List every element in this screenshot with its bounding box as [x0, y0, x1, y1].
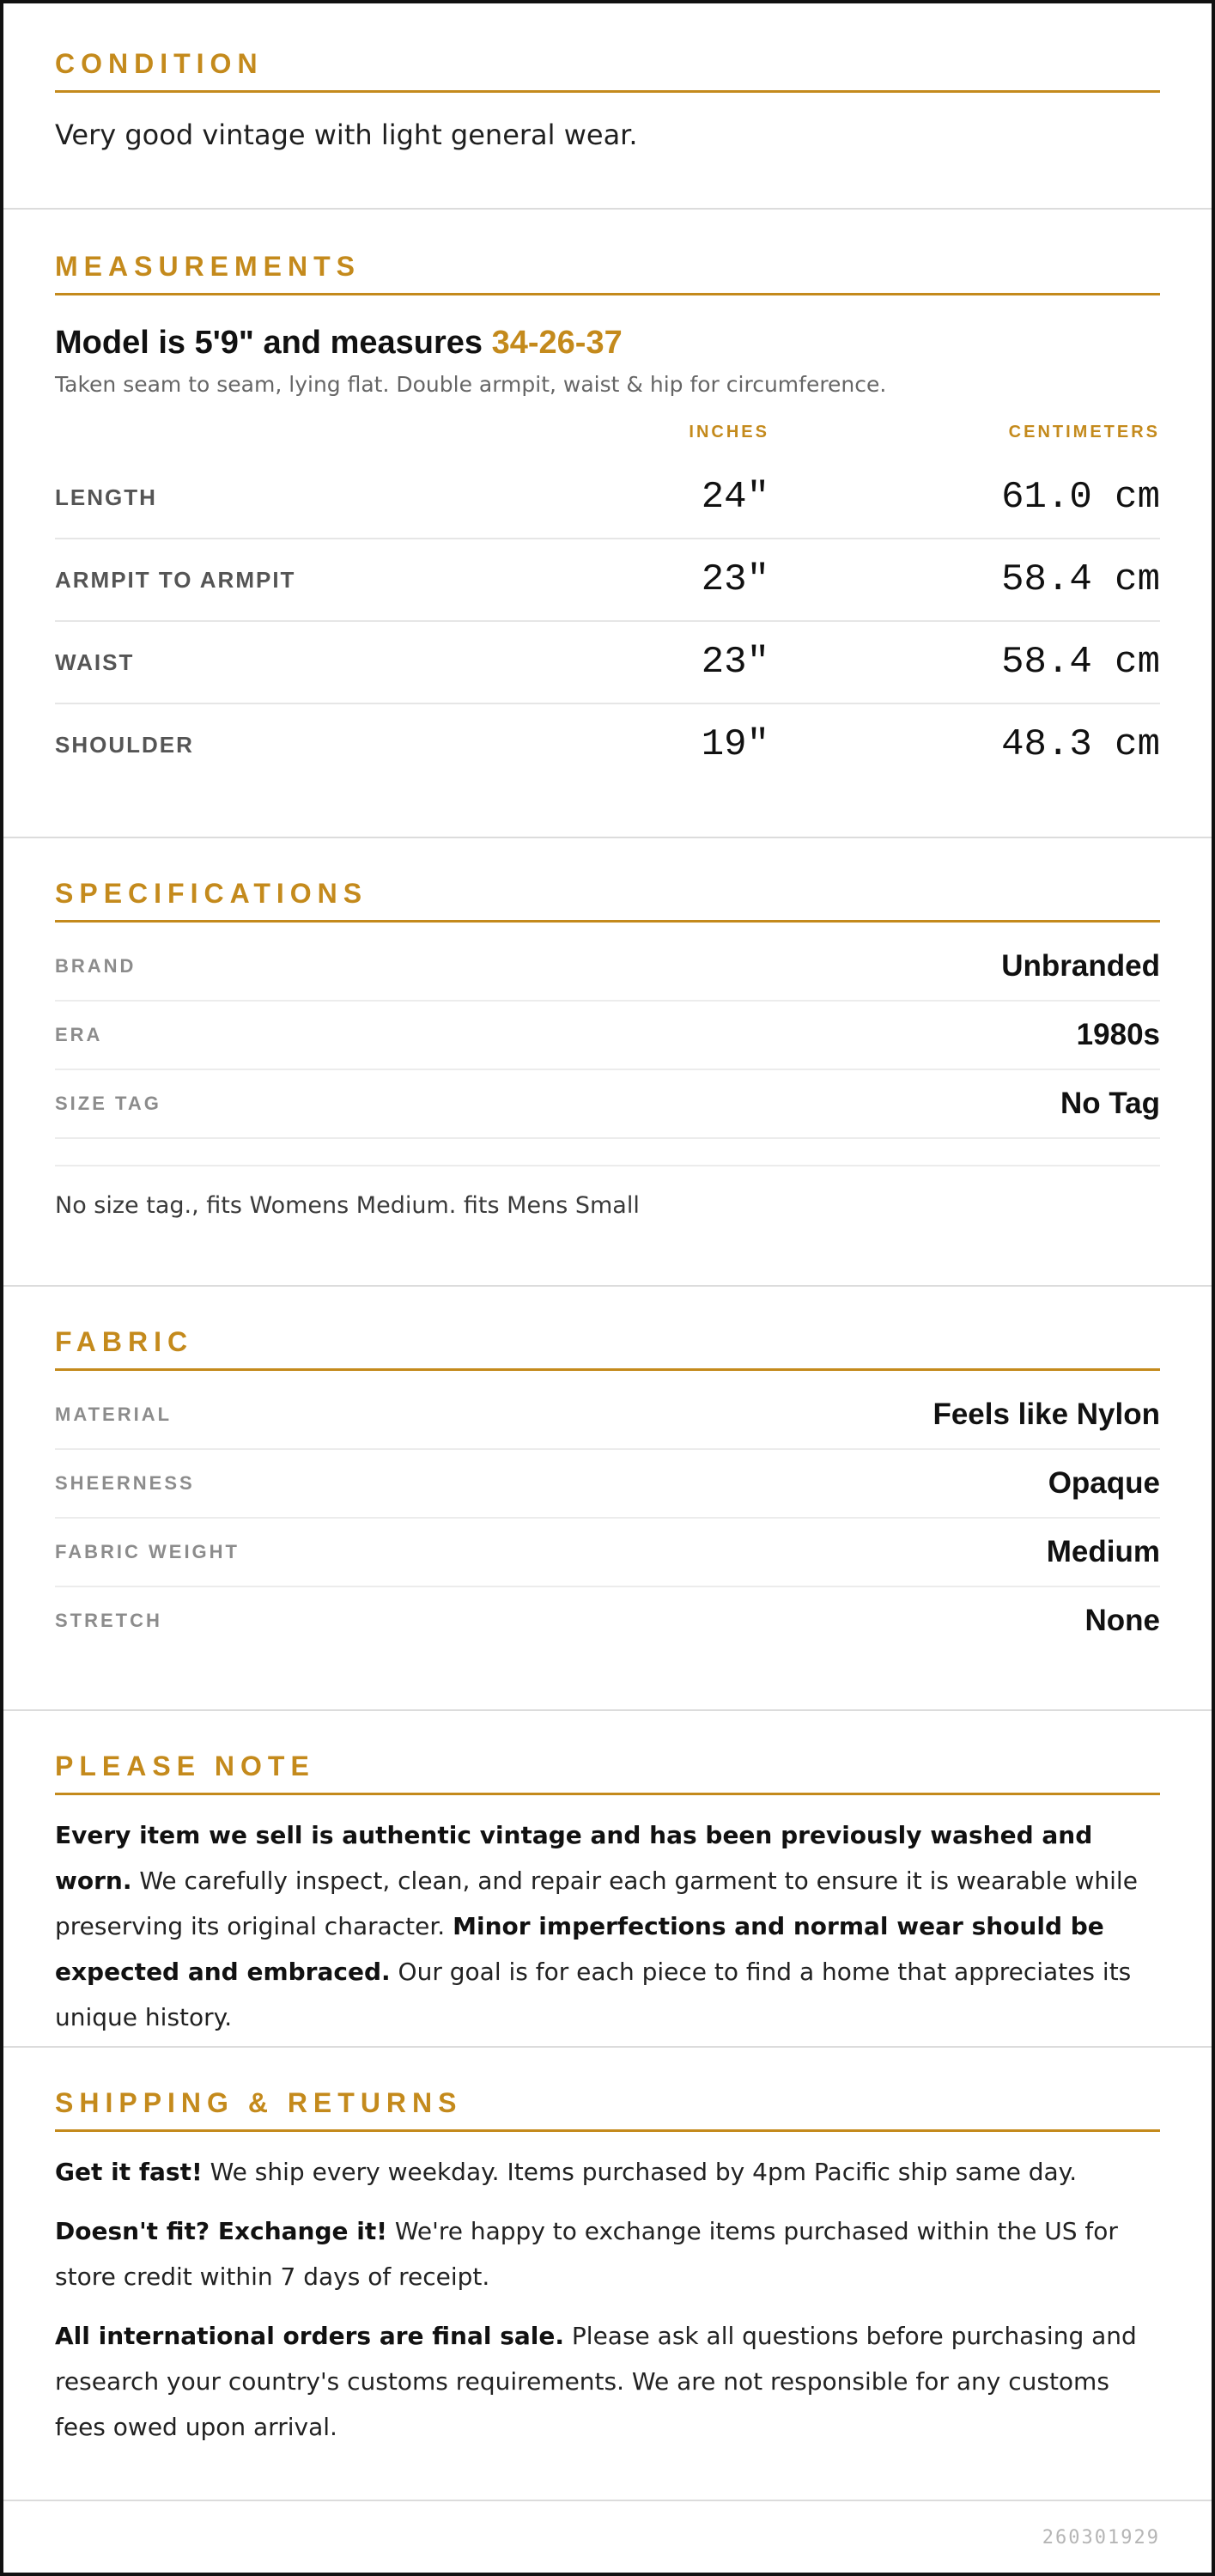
- please-note-text: [55, 1812, 1160, 2040]
- fabric-label: MATERIAL: [55, 1404, 173, 1425]
- spec-label: SIZE TAG: [55, 1093, 161, 1114]
- measurement-label: SHOULDER: [55, 731, 194, 758]
- spec-label: ERA: [55, 1024, 103, 1045]
- spec-value: Unbranded: [1001, 949, 1160, 983]
- centimeters-column-header: CENTIMETERS: [1008, 423, 1160, 442]
- measurement-inches: 19": [701, 723, 769, 766]
- section-divider: [3, 1285, 1212, 1287]
- measurement-centimeters: 48.3 cm: [1001, 723, 1160, 766]
- shipping-exchange-text: We're happy to exchange items purchased within the US for store credit within 7 days of receipt.: [55, 2217, 1118, 2291]
- please-note-heading: PLEASE NOTE: [55, 1751, 1160, 1795]
- shipping-paragraph-international: [55, 2313, 1160, 2450]
- measurement-inches: 23": [701, 558, 769, 601]
- fabric-label: STRETCH: [55, 1610, 162, 1631]
- measurements-column-headers: [55, 423, 1160, 457]
- fabric-value: Opaque: [1048, 1466, 1160, 1500]
- inches-column-header: INCHES: [689, 423, 769, 442]
- section-divider: [3, 2046, 1212, 2048]
- shipping-fast-bold: Get it fast!: [55, 2158, 203, 2186]
- size-note: No size tag., fits Womens Medium. fits Mens Small: [55, 1165, 1160, 1219]
- listing-id: 260301929: [1042, 2527, 1160, 2549]
- please-note-text-2: Our goal is for each piece to find a home that appreciates its unique history.: [55, 1958, 1132, 2031]
- section-divider: [3, 208, 1212, 210]
- measurements-table: [55, 457, 1160, 785]
- model-measurements-value: 34-26-37: [491, 325, 623, 361]
- measurement-inches: 24": [701, 476, 769, 519]
- measurement-label: WAIST: [55, 649, 135, 675]
- spec-row: [55, 1002, 1160, 1070]
- measurement-centimeters: 58.4 cm: [1001, 558, 1160, 601]
- measurements-section: [3, 251, 1212, 785]
- shipping-paragraph-exchange: [55, 2208, 1160, 2299]
- spec-value: No Tag: [1060, 1087, 1160, 1120]
- section-divider: [3, 837, 1212, 838]
- model-measurements: [55, 325, 1160, 362]
- fabric-row: [55, 1587, 1160, 1654]
- measurement-row: [55, 539, 1160, 622]
- specifications-section: [3, 878, 1212, 1219]
- measurements-heading: MEASUREMENTS: [55, 251, 1160, 295]
- shipping-international-text: Please ask all questions before purchasing and research your country's customs requirements. We are not responsible for any customs fees owed upon arrival.: [55, 2322, 1137, 2441]
- spec-label: BRAND: [55, 955, 137, 977]
- section-divider: [3, 1709, 1212, 1711]
- measurement-centimeters: 58.4 cm: [1001, 641, 1160, 684]
- fabric-row: [55, 1450, 1160, 1519]
- shipping-section: [3, 2087, 1212, 2450]
- condition-text: Very good vintage with light general wear.: [55, 119, 638, 151]
- spec-row: [55, 1070, 1160, 1139]
- specifications-heading: SPECIFICATIONS: [55, 878, 1160, 923]
- please-note-section: [3, 1751, 1212, 2040]
- fabric-row: [55, 1381, 1160, 1450]
- model-measurements-prefix: Model is 5'9" and measures: [55, 325, 492, 361]
- fabric-section: [3, 1326, 1212, 1654]
- please-note-bold-2: Minor imperfections and normal wear should be expected and embraced.: [55, 1912, 1104, 1986]
- measurement-label: ARMPIT TO ARMPIT: [55, 566, 296, 593]
- condition-heading: CONDITION: [55, 48, 1160, 93]
- shipping-international-bold: All international orders are final sale.: [55, 2322, 565, 2350]
- fabric-value: Medium: [1046, 1535, 1160, 1568]
- section-divider: [3, 2500, 1212, 2501]
- shipping-paragraph-fast: [55, 2149, 1160, 2195]
- fabric-label: SHEERNESS: [55, 1472, 195, 1494]
- spec-row: [55, 933, 1160, 1002]
- measurements-subtitle: Taken seam to seam, lying flat. Double armpit, waist & hip for circumference.: [55, 372, 887, 397]
- measurement-row: [55, 704, 1160, 785]
- fabric-heading: FABRIC: [55, 1326, 1160, 1371]
- shipping-heading: SHIPPING & RETURNS: [55, 2087, 1160, 2132]
- fabric-value: Feels like Nylon: [933, 1398, 1160, 1431]
- measurement-label: LENGTH: [55, 484, 157, 510]
- measurement-centimeters: 61.0 cm: [1001, 476, 1160, 519]
- spec-value: 1980s: [1076, 1018, 1160, 1051]
- fabric-row: [55, 1519, 1160, 1587]
- fabric-list: [55, 1381, 1160, 1654]
- measurement-inches: 23": [701, 641, 769, 684]
- please-note-text-1: We carefully inspect, clean, and repair each garment to ensure it is wearable while preserving its original character.: [55, 1867, 1138, 1940]
- fabric-label: FABRIC WEIGHT: [55, 1541, 240, 1562]
- shipping-exchange-bold: Doesn't fit? Exchange it!: [55, 2217, 387, 2245]
- condition-section: [3, 48, 1212, 151]
- specifications-list: [55, 933, 1160, 1139]
- shipping-fast-text: We ship every weekday. Items purchased by 4pm Pacific ship same day.: [202, 2158, 1078, 2186]
- please-note-bold-1: Every item we sell is authentic vintage and has been previously washed and worn.: [55, 1821, 1093, 1895]
- measurement-row: [55, 622, 1160, 704]
- fabric-value: None: [1084, 1604, 1160, 1637]
- measurement-row: [55, 457, 1160, 539]
